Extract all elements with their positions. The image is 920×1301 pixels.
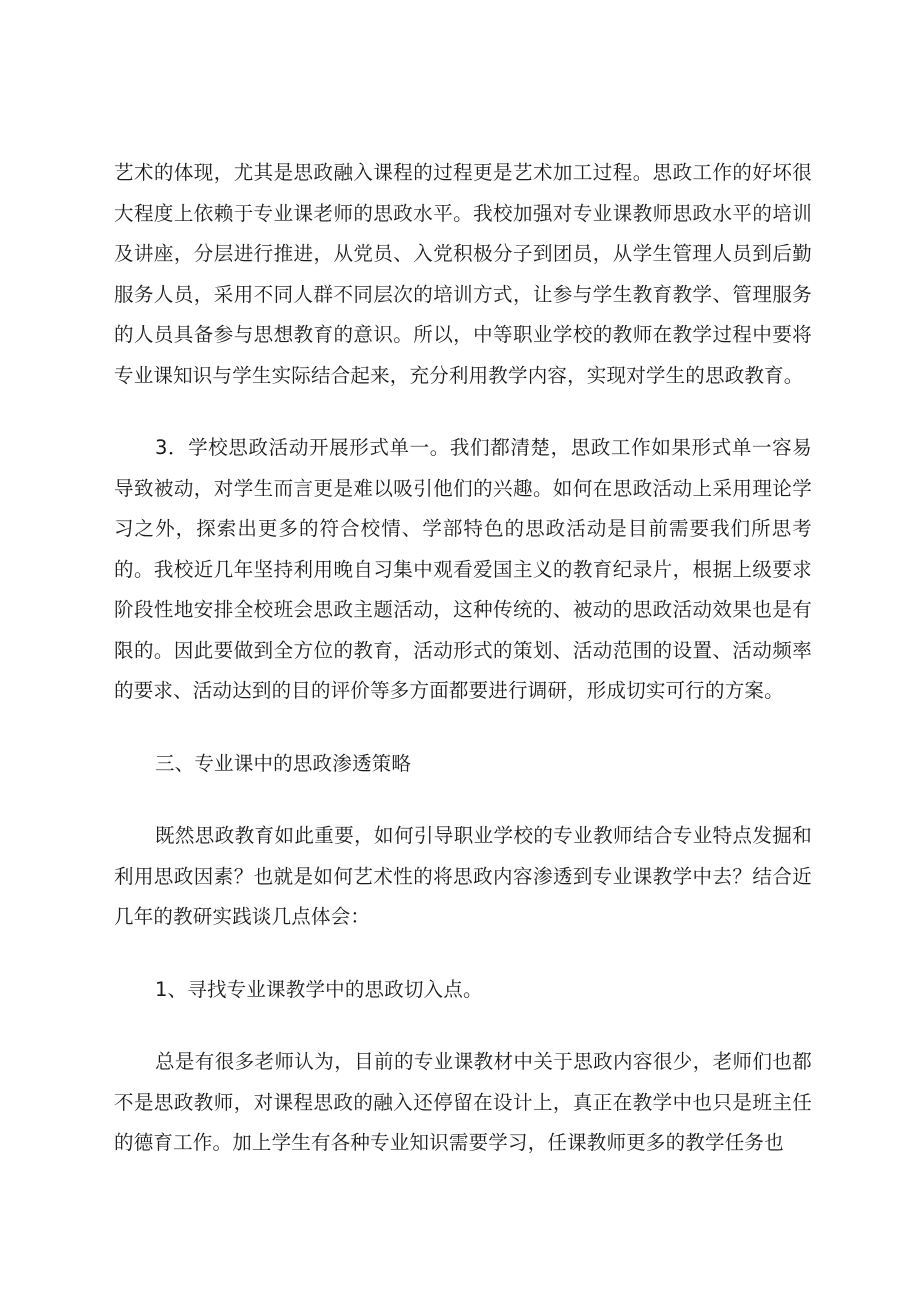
paragraph-continuation: 艺术的体现，尤其是思政融入课程的过程更是艺术加工过程。思政工作的好坏很大程度上依赖于专业课老师的思政水平。我校加强对专业课教师思政水平的培训及讲座，分层进行推进，从党员、入党积极分子到团员，从学生管理人员到后勤服务人员，采用不同人群不同层次的培训方式，让参与学生教育教学、管理服务的人员具备参与思想教育的意识。所以，中等职业学校的教师在教学过程中要将专业课知识与学生实际结合起来，充分利用教学内容，实现对学生的思政教育。 <box>114 161 812 387</box>
document-body <box>114 153 812 1164</box>
section-heading-3: 三、专业课中的思政渗透策略 <box>154 751 412 775</box>
subheading-1: 1、寻找专业课教学中的思政切入点。 <box>154 977 483 1001</box>
paragraph-body: 总是有很多老师认为，目前的专业课教材中关于思政内容很少，老师们也都不是思政教师，对课程思政的融入还停留在设计上，真正在教学中也只是班主任的德育工作。加上学生有各种专业知识需要学习，任课教师更多的教学任务也 <box>114 1050 812 1154</box>
paragraph-point-3: 3．学校思政活动开展形式单一。我们都清楚，思政工作如果形式单一容易导致被动，对学生而言更是难以吸引他们的兴趣。如何在思政活动上采用理论学习之外，探索出更多的符合校情、学部特色的思政活动是目前需要我们所思考的。我校近几年坚持利用晚自习集中观看爱国主义的教育纪录片，根据上级要求阶段性地安排全校班会思政主题活动，这种传统的、被动的思政活动效果也是有限的。因此要做到全方位的教育，活动形式的策划、活动范围的设置、活动频率的要求、活动达到的目的评价等多方面都要进行调研，形成切实可行的方案。 <box>114 436 812 702</box>
paragraph-intro: 既然思政教育如此重要，如何引导职业学校的专业教师结合专业特点发掘和利用思政因素？也就是如何艺术性的将思政内容渗透到专业课教学中去？结合近几年的教研实践谈几点体会： <box>114 824 812 928</box>
